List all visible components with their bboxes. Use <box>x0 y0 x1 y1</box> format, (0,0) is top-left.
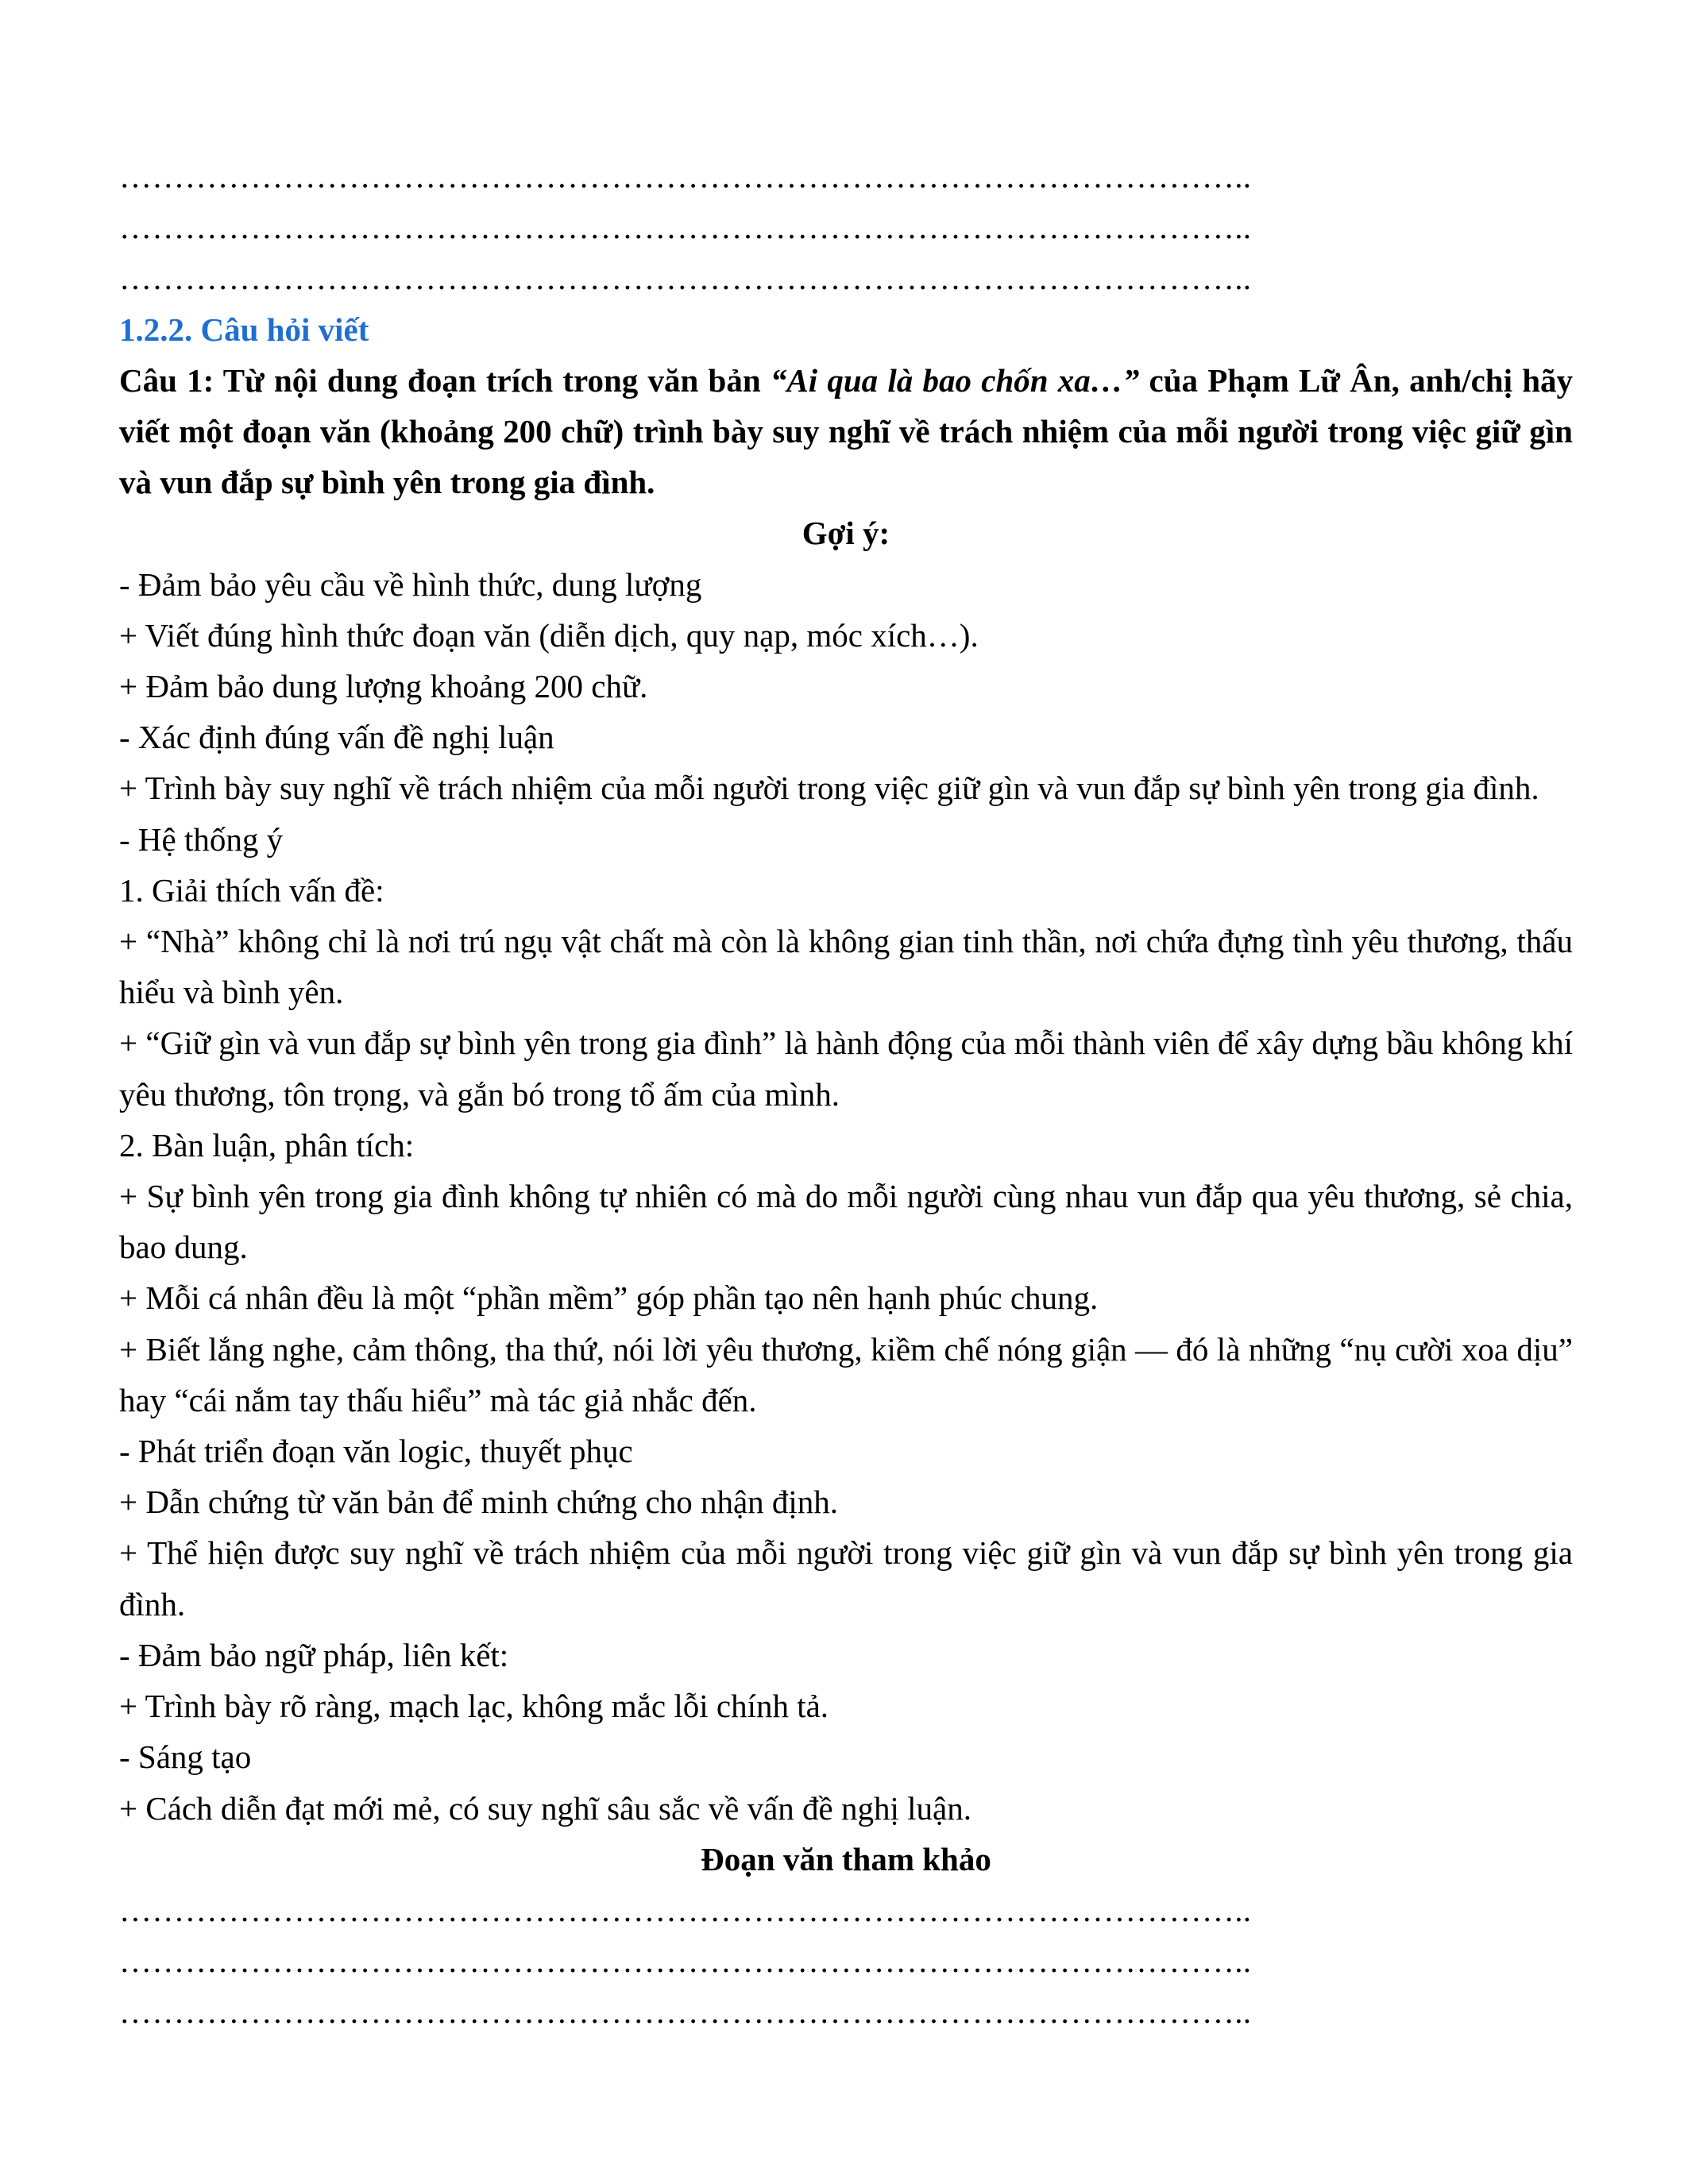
hint-line: + Sự bình yên trong gia đình không tự nhiên có mà do mỗi người cùng nhau vun đắp qua yêu thương, sẻ chia, bao dung. <box>119 1178 1573 1266</box>
hint-line: + “Nhà” không chỉ là nơi trú ngụ vật chất mà còn là không gian tinh thần, nơi chứa đựng tình yêu thương, thấu hiểu và bình yên. <box>119 923 1573 1011</box>
hint-line: + Trình bày suy nghĩ về trách nhiệm của mỗi người trong việc giữ gìn và vun đắp sự bình yên trong gia đình. <box>119 770 1539 807</box>
hint-line: + Đảm bảo dung lượng khoảng 200 chữ. <box>119 668 648 705</box>
dotted-answer-line: ………………………………………………………………………………………….. <box>119 209 1252 246</box>
hint-heading: Gợi ý: <box>802 515 890 552</box>
question-1 <box>119 355 1573 508</box>
section-heading: 1.2.2. Câu hỏi viết <box>119 311 369 348</box>
reference-heading: Đoạn văn tham khảo <box>701 1840 991 1877</box>
answer-lines-top <box>119 151 1573 304</box>
hint-line: - Đảm bảo yêu cầu về hình thức, dung lượng <box>119 565 702 603</box>
hint-line: - Sáng tạo <box>119 1738 252 1776</box>
dotted-answer-line: ………………………………………………………………………………………….. <box>119 1943 1252 1980</box>
hint-line: + Thể hiện được suy nghĩ về trách nhiệm của mỗi người trong việc giữ gìn và vun đắp sự bình yên trong gia đình. <box>119 1534 1573 1623</box>
hint-line: - Phát triển đoạn văn logic, thuyết phục <box>119 1433 633 1470</box>
dotted-answer-line: ………………………………………………………………………………………….. <box>119 1891 1252 1928</box>
question-suffix: của Phạm Lữ Ân, anh/chị hãy viết một đoạn văn (khoảng 200 chữ) trình bày suy nghĩ về trách nhiệm của mỗi người trong việc giữ gìn và vun đắp sự bình yên trong gia đình. <box>119 361 1573 501</box>
hint-line: 2. Bàn luận, phân tích: <box>119 1126 415 1163</box>
hint-line: - Hệ thống ý <box>119 820 284 858</box>
dotted-answer-line: ………………………………………………………………………………………….. <box>119 1993 1252 2031</box>
hint-line: + Mỗi cá nhân đều là một “phần mềm” góp phần tạo nên hạnh phúc chung. <box>119 1279 1099 1317</box>
hint-line: + Biết lắng nghe, cảm thông, tha thứ, nói lời yêu thương, kiềm chế nóng giận — đó là những “nụ cười xoa dịu” hay “cái nắm tay thấu hiểu” mà tác giả nhắc đến. <box>119 1330 1573 1418</box>
dotted-answer-line: ………………………………………………………………………………………….. <box>119 260 1252 297</box>
question-prefix: Câu 1: Từ nội dung đoạn trích trong văn bản <box>119 361 771 399</box>
work-title: “Ai qua là bao chốn xa…” <box>770 361 1140 399</box>
hint-line: + Cách diễn đạt mới mẻ, có suy nghĩ sâu sắc về vấn đề nghị luận. <box>119 1789 971 1827</box>
hint-line: - Xác định đúng vấn đề nghị luận <box>119 719 554 756</box>
hint-line: + Trình bày rõ ràng, mạch lạc, không mắc lỗi chính tả. <box>119 1688 829 1725</box>
hint-line: - Đảm bảo ngữ pháp, liên kết: <box>119 1636 509 1673</box>
hint-list <box>119 559 1573 1834</box>
hint-line: + Viết đúng hình thức đoạn văn (diễn dịch, quy nạp, móc xích…). <box>119 616 979 654</box>
document-page <box>119 151 1573 2038</box>
hint-line: + “Giữ gìn và vun đắp sự bình yên trong gia đình” là hành động của mỗi thành viên để xây dựng bầu không khí yêu thương, tôn trọng, và gắn bó trong tổ ấm của mình. <box>119 1024 1573 1113</box>
dotted-answer-line: ………………………………………………………………………………………….. <box>119 158 1252 195</box>
hint-line: + Dẫn chứng từ văn bản để minh chứng cho nhận định. <box>119 1484 839 1521</box>
answer-lines-bottom <box>119 1885 1573 2038</box>
hint-line: 1. Giải thích vấn đề: <box>119 871 384 909</box>
